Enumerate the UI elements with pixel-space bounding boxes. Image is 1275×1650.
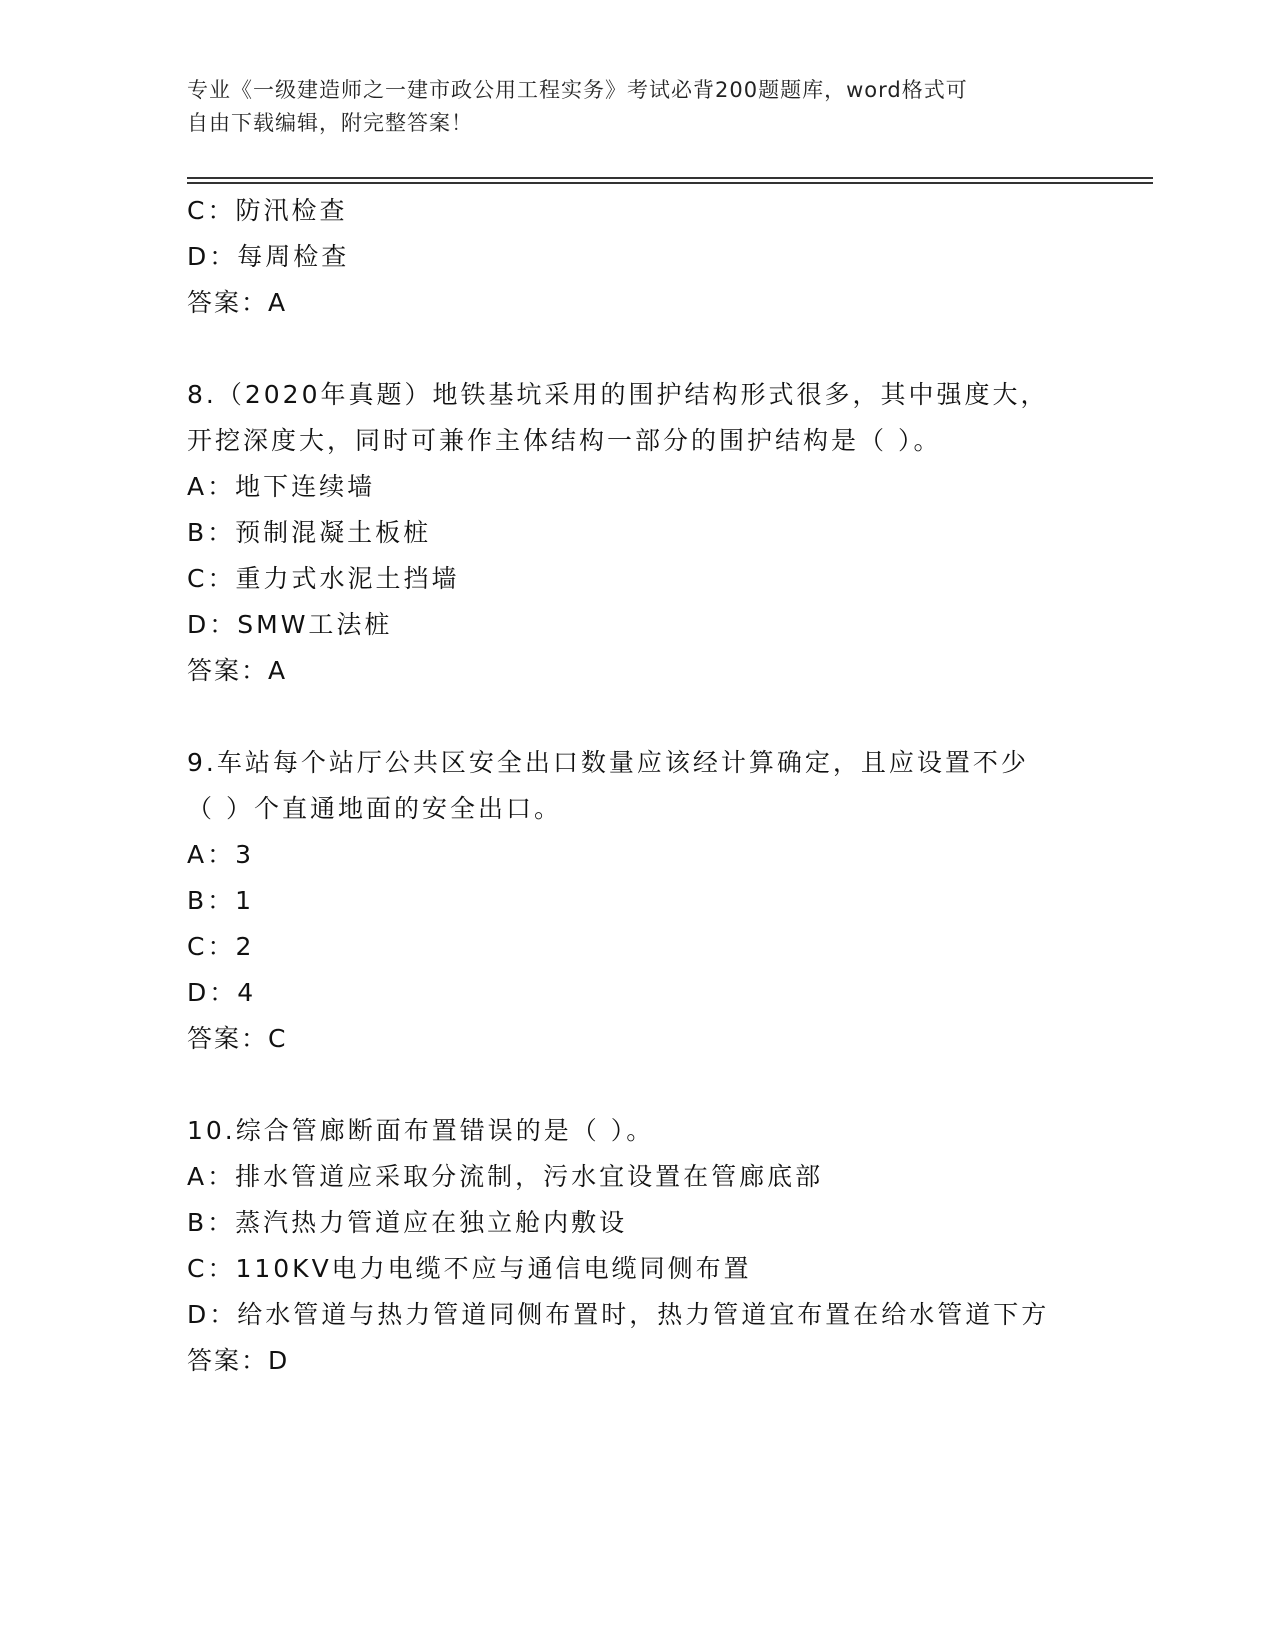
question-10: [187, 1108, 1147, 1384]
question-stem-line: 9.车站每个站厅公共区安全出口数量应该经计算确定，且应设置不少: [187, 748, 1029, 777]
header-line-1: 专业《一级建造师之一建市政公用工程实务》考试必背200题题库，word格式可: [187, 78, 968, 102]
answer-line: 答案：A: [187, 656, 288, 685]
question-stem-line: （ ）个直通地面的安全出口。: [187, 794, 562, 823]
option-c: C：防汛检查: [187, 196, 348, 225]
option-a: A：排水管道应采取分流制，污水宜设置在管廊底部: [187, 1162, 824, 1191]
option-c: C：2: [187, 932, 255, 961]
option-d: D：每周检查: [187, 242, 350, 271]
option-b: B：预制混凝土板桩: [187, 518, 432, 547]
option-a: A：3: [187, 840, 255, 869]
header-divider-top: [187, 177, 1153, 179]
option-d: D：SMW工法桩: [187, 610, 393, 639]
header-line-2: 自由下载编辑，附完整答案！: [187, 111, 473, 135]
document-body: [187, 188, 1147, 1384]
question-9: [187, 740, 1147, 1062]
option-d: D：给水管道与热力管道同侧布置时，热力管道宜布置在给水管道下方: [187, 1300, 1050, 1329]
question-8: [187, 372, 1147, 694]
option-c: C：重力式水泥土挡墙: [187, 564, 460, 593]
question-stem-line: 8.（2020年真题）地铁基坑采用的围护结构形式很多，其中强度大，: [187, 380, 1049, 409]
option-b: B：蒸汽热力管道应在独立舱内敷设: [187, 1208, 628, 1237]
option-b: B：1: [187, 886, 255, 915]
answer-line: 答案：C: [187, 1024, 288, 1053]
answer-line: 答案：D: [187, 1346, 290, 1375]
prev-question-block: [187, 188, 1147, 326]
option-a: A：地下连续墙: [187, 472, 376, 501]
option-c: C：110KV电力电缆不应与通信电缆同侧布置: [187, 1254, 752, 1283]
question-stem-line: 10.综合管廊断面布置错误的是（ ）。: [187, 1116, 655, 1145]
document-header: [187, 74, 1067, 140]
header-divider-bottom: [187, 182, 1153, 184]
answer-line: 答案：A: [187, 288, 288, 317]
question-stem-line: 开挖深度大，同时可兼作主体结构一部分的围护结构是（ ）。: [187, 426, 942, 455]
option-d: D：4: [187, 978, 257, 1007]
